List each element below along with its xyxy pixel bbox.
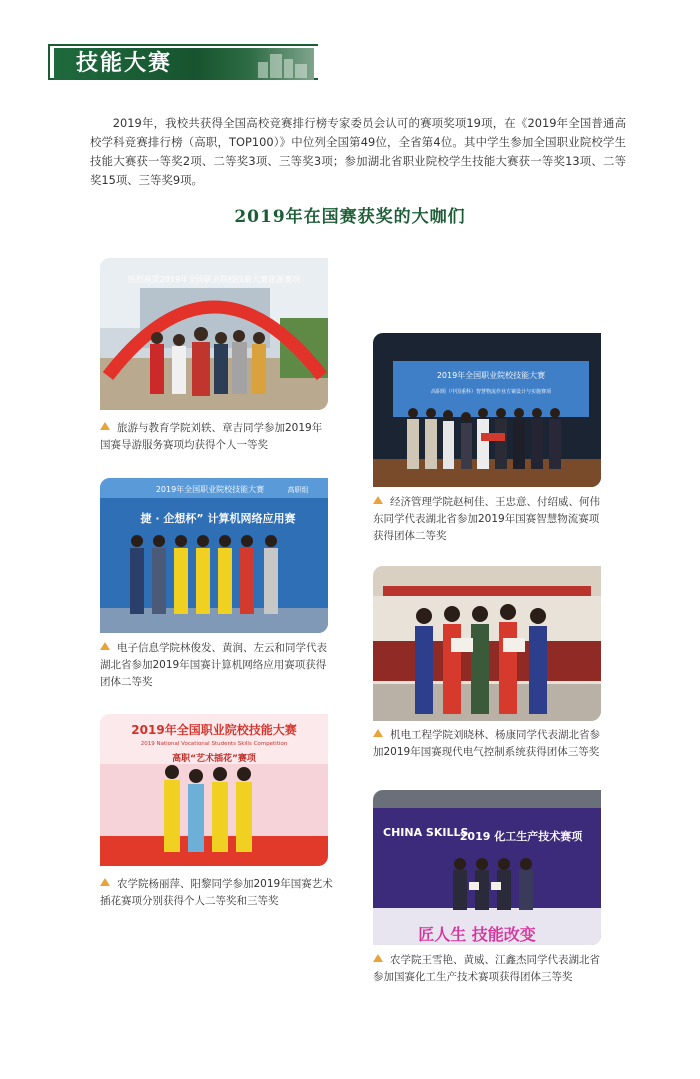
photo5-banner-line3: 高职“艺术插花”赛项 <box>172 754 256 764</box>
photo-network <box>100 478 328 633</box>
photo3-banner-line2: 捷 · 企想杯” 计算机网络应用赛 <box>140 512 296 525</box>
bullet-triangle-icon <box>373 729 383 737</box>
photo-floral <box>100 714 328 866</box>
caption-chemical: 农学院王雪艳、黄威、江鑫杰同学代表湖北省参加国赛化工生产技术赛项获得团体三等奖 <box>373 954 600 983</box>
caption-logistics: 经济管理学院赵柯佳、王忠意、付绍威、何伟东同学代表湖北省参加2019年国赛智慧物流赛项获得团体二等奖 <box>373 496 600 542</box>
caption-tour-guide: 旅游与教育学院刘轶、章吉同学参加2019年国赛导游服务赛项均获得个人一等奖 <box>100 422 323 451</box>
photo3-banner-line1: 2019年全国职业院校技能大赛 <box>155 485 265 494</box>
photo2-banner-line1: 2019年全国职业院校技能大赛 <box>436 371 546 380</box>
header-title: 技能大赛 <box>76 51 173 76</box>
photo-logistics <box>373 333 601 487</box>
intro-paragraph <box>90 114 626 190</box>
header-banner <box>48 44 322 82</box>
caption-electrical: 机电工程学院刘晓林、杨康同学代表湖北省参加2019年国赛现代电气控制系统获得团体三等奖 <box>373 729 600 758</box>
bullet-triangle-icon <box>100 422 110 430</box>
caption-network: 电子信息学院林俊发、黄润、左云和同学代表湖北省参加2019年国赛计算机网络应用赛项获得团体二等奖 <box>100 642 327 688</box>
photo5-banner-line2: 2019 National Vocational Students Skills Competition <box>140 741 288 747</box>
caption-floral: 农学院杨丽萍、阳黎同学参加2019年国赛艺术插花赛项分别获得个人二等奖和三等奖 <box>100 878 333 907</box>
section-title: 2019年在国赛获奖的大咖们 <box>234 207 466 227</box>
bullet-triangle-icon <box>373 496 383 504</box>
photo3-banner-tag: 高职组 <box>287 486 309 494</box>
bullet-triangle-icon <box>373 954 383 962</box>
bullet-triangle-icon <box>100 642 110 650</box>
photo6-banner-line2: 2019 化工生产技术赛项 <box>459 830 583 843</box>
photo-tour-guide <box>100 258 328 410</box>
photo2-banner-line2: 高职组（中国重科）智慧物流作业方案设计与实施赛项 <box>430 389 552 395</box>
bullet-triangle-icon <box>100 878 110 886</box>
photo6-banner-line1: CHINA SKILLS <box>383 826 469 839</box>
photo5-banner-line1: 2019年全国职业院校技能大赛 <box>131 723 297 737</box>
intro-text: 2019年，我校共获得全国高校竞赛排行榜专家委员会认可的赛项奖项19项，在《2019年全国普通高校学科竞赛排行榜（高职，TOP100）》中位列全国第49位，全省第4位。其中学生参加全国职业院校学生技能大赛获一等奖2项、二等奖3项、三等奖3项；参加湖北省职业院校学生技能大赛获一等奖13项、二等奖15项、三等奖9项。 <box>90 116 626 187</box>
photo-electrical <box>373 566 601 721</box>
photo1-banner: 热烈祝贺2019年全国职业院校技能大赛旅游赛项 <box>127 275 301 284</box>
photo6-banner-line3: 匠人生 技能改变 <box>418 925 536 944</box>
building-silhouette-icon <box>254 50 310 78</box>
photo-chemical <box>373 790 601 945</box>
